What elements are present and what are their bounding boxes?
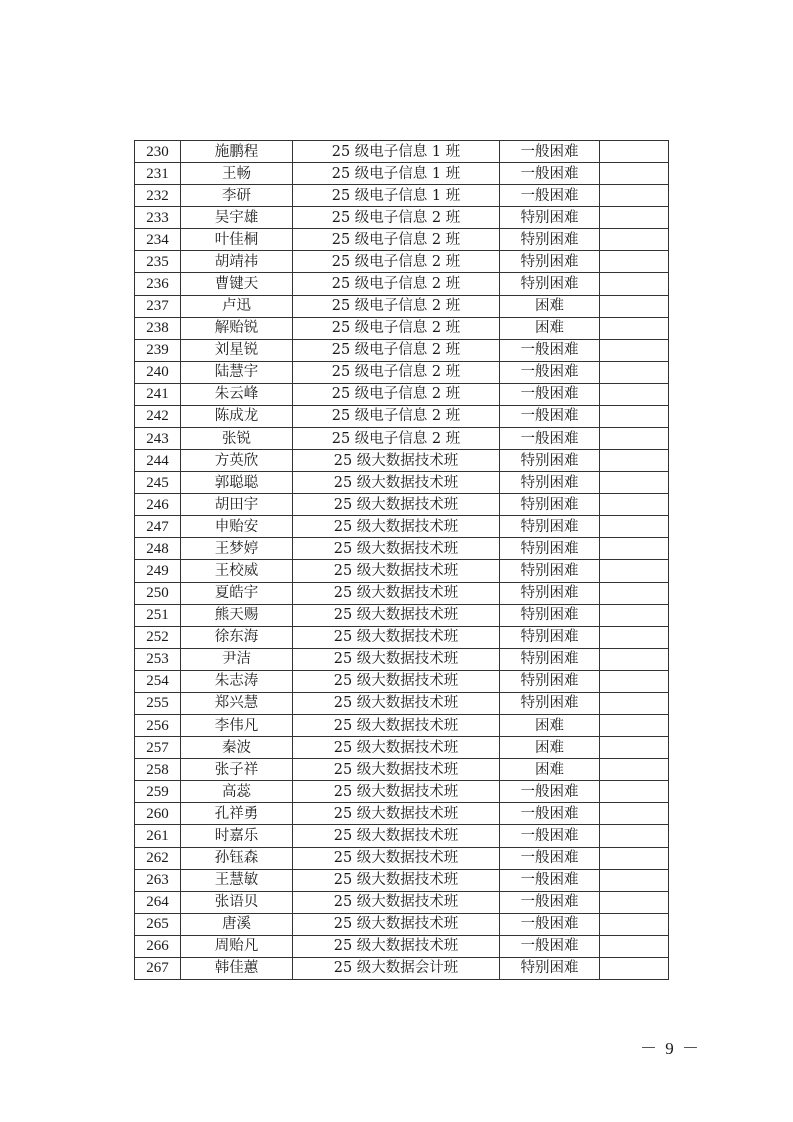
name-cell: 叶佳桐 bbox=[181, 229, 293, 251]
remark-cell bbox=[600, 604, 669, 626]
difficulty-level-cell: 一般困难 bbox=[500, 141, 600, 163]
class-cell: 25 级电子信息 2 班 bbox=[293, 428, 500, 450]
row-number-cell: 254 bbox=[135, 670, 181, 692]
table-row bbox=[135, 405, 669, 427]
class-cell: 25 级大数据技术班 bbox=[293, 692, 500, 714]
row-number-cell: 253 bbox=[135, 648, 181, 670]
class-cell: 25 级大数据技术班 bbox=[293, 715, 500, 737]
class-cell: 25 级大数据技术班 bbox=[293, 781, 500, 803]
class-cell: 25 级大数据技术班 bbox=[293, 891, 500, 913]
row-number-cell: 250 bbox=[135, 582, 181, 604]
difficulty-level-cell: 特别困难 bbox=[500, 626, 600, 648]
remark-cell bbox=[600, 648, 669, 670]
name-cell: 施鹏程 bbox=[181, 141, 293, 163]
remark-cell bbox=[600, 185, 669, 207]
class-cell: 25 级电子信息 1 班 bbox=[293, 141, 500, 163]
difficulty-level-cell: 特别困难 bbox=[500, 472, 600, 494]
remark-cell bbox=[600, 957, 669, 979]
remark-cell bbox=[600, 913, 669, 935]
row-number-cell: 246 bbox=[135, 494, 181, 516]
remark-cell bbox=[600, 538, 669, 560]
class-cell: 25 级电子信息 2 班 bbox=[293, 251, 500, 273]
table-row bbox=[135, 163, 669, 185]
name-cell: 王校威 bbox=[181, 560, 293, 582]
remark-cell bbox=[600, 141, 669, 163]
table-row bbox=[135, 759, 669, 781]
page-number: － 9 － bbox=[640, 1039, 701, 1058]
class-cell: 25 级大数据技术班 bbox=[293, 759, 500, 781]
name-cell: 李研 bbox=[181, 185, 293, 207]
table-row bbox=[135, 428, 669, 450]
row-number-cell: 243 bbox=[135, 428, 181, 450]
table-row bbox=[135, 582, 669, 604]
name-cell: 王畅 bbox=[181, 163, 293, 185]
difficulty-level-cell: 一般困难 bbox=[500, 405, 600, 427]
name-cell: 王梦婷 bbox=[181, 538, 293, 560]
table-row bbox=[135, 560, 669, 582]
remark-cell bbox=[600, 472, 669, 494]
class-cell: 25 级大数据技术班 bbox=[293, 582, 500, 604]
remark-cell bbox=[600, 207, 669, 229]
row-number-cell: 235 bbox=[135, 251, 181, 273]
row-number-cell: 239 bbox=[135, 339, 181, 361]
difficulty-level-cell: 一般困难 bbox=[500, 803, 600, 825]
remark-cell bbox=[600, 273, 669, 295]
table-row bbox=[135, 229, 669, 251]
table-row bbox=[135, 295, 669, 317]
name-cell: 吴宇雄 bbox=[181, 207, 293, 229]
remark-cell bbox=[600, 737, 669, 759]
difficulty-level-cell: 特别困难 bbox=[500, 604, 600, 626]
difficulty-level-cell: 特别困难 bbox=[500, 516, 600, 538]
table-row bbox=[135, 339, 669, 361]
name-cell: 熊天赐 bbox=[181, 604, 293, 626]
remark-cell bbox=[600, 670, 669, 692]
class-cell: 25 级大数据技术班 bbox=[293, 847, 500, 869]
difficulty-level-cell: 一般困难 bbox=[500, 185, 600, 207]
name-cell: 申贻安 bbox=[181, 516, 293, 538]
table-row bbox=[135, 361, 669, 383]
remark-cell bbox=[600, 781, 669, 803]
table-row bbox=[135, 472, 669, 494]
row-number-cell: 249 bbox=[135, 560, 181, 582]
table-row bbox=[135, 737, 669, 759]
row-number-cell: 231 bbox=[135, 163, 181, 185]
difficulty-level-cell: 一般困难 bbox=[500, 913, 600, 935]
name-cell: 徐东海 bbox=[181, 626, 293, 648]
remark-cell bbox=[600, 803, 669, 825]
class-cell: 25 级大数据技术班 bbox=[293, 825, 500, 847]
difficulty-level-cell: 一般困难 bbox=[500, 428, 600, 450]
row-number-cell: 238 bbox=[135, 317, 181, 339]
name-cell: 张子祥 bbox=[181, 759, 293, 781]
student-table-body bbox=[135, 141, 669, 980]
name-cell: 胡田宇 bbox=[181, 494, 293, 516]
name-cell: 李伟凡 bbox=[181, 715, 293, 737]
remark-cell bbox=[600, 251, 669, 273]
row-number-cell: 265 bbox=[135, 913, 181, 935]
name-cell: 方英欣 bbox=[181, 450, 293, 472]
row-number-cell: 256 bbox=[135, 715, 181, 737]
class-cell: 25 级大数据技术班 bbox=[293, 670, 500, 692]
name-cell: 尹洁 bbox=[181, 648, 293, 670]
difficulty-level-cell: 特别困难 bbox=[500, 560, 600, 582]
remark-cell bbox=[600, 516, 669, 538]
name-cell: 唐溪 bbox=[181, 913, 293, 935]
row-number-cell: 267 bbox=[135, 957, 181, 979]
class-cell: 25 级电子信息 2 班 bbox=[293, 229, 500, 251]
table-row bbox=[135, 670, 669, 692]
remark-cell bbox=[600, 847, 669, 869]
row-number-cell: 244 bbox=[135, 450, 181, 472]
row-number-cell: 233 bbox=[135, 207, 181, 229]
class-cell: 25 级电子信息 2 班 bbox=[293, 383, 500, 405]
row-number-cell: 262 bbox=[135, 847, 181, 869]
table-row bbox=[135, 494, 669, 516]
name-cell: 解贻锐 bbox=[181, 317, 293, 339]
row-number-cell: 248 bbox=[135, 538, 181, 560]
difficulty-level-cell: 一般困难 bbox=[500, 163, 600, 185]
remark-cell bbox=[600, 715, 669, 737]
difficulty-level-cell: 困难 bbox=[500, 295, 600, 317]
remark-cell bbox=[600, 935, 669, 957]
row-number-cell: 252 bbox=[135, 626, 181, 648]
table-row bbox=[135, 538, 669, 560]
table-row bbox=[135, 450, 669, 472]
table-row bbox=[135, 803, 669, 825]
class-cell: 25 级电子信息 2 班 bbox=[293, 207, 500, 229]
name-cell: 朱云峰 bbox=[181, 383, 293, 405]
table-row bbox=[135, 207, 669, 229]
difficulty-level-cell: 困难 bbox=[500, 737, 600, 759]
name-cell: 刘星锐 bbox=[181, 339, 293, 361]
table-row bbox=[135, 692, 669, 714]
name-cell: 周贻凡 bbox=[181, 935, 293, 957]
difficulty-level-cell: 一般困难 bbox=[500, 339, 600, 361]
difficulty-level-cell: 困难 bbox=[500, 715, 600, 737]
difficulty-level-cell: 特别困难 bbox=[500, 273, 600, 295]
remark-cell bbox=[600, 626, 669, 648]
difficulty-level-cell: 特别困难 bbox=[500, 648, 600, 670]
table-row bbox=[135, 891, 669, 913]
class-cell: 25 级电子信息 2 班 bbox=[293, 273, 500, 295]
remark-cell bbox=[600, 295, 669, 317]
remark-cell bbox=[600, 229, 669, 251]
row-number-cell: 241 bbox=[135, 383, 181, 405]
row-number-cell: 236 bbox=[135, 273, 181, 295]
name-cell: 王慧敏 bbox=[181, 869, 293, 891]
row-number-cell: 261 bbox=[135, 825, 181, 847]
table-row bbox=[135, 935, 669, 957]
table-row bbox=[135, 185, 669, 207]
name-cell: 陈成龙 bbox=[181, 405, 293, 427]
difficulty-level-cell: 特别困难 bbox=[500, 494, 600, 516]
remark-cell bbox=[600, 383, 669, 405]
difficulty-level-cell: 特别困难 bbox=[500, 670, 600, 692]
row-number-cell: 242 bbox=[135, 405, 181, 427]
difficulty-level-cell: 一般困难 bbox=[500, 383, 600, 405]
difficulty-level-cell: 困难 bbox=[500, 317, 600, 339]
row-number-cell: 247 bbox=[135, 516, 181, 538]
row-number-cell: 251 bbox=[135, 604, 181, 626]
difficulty-level-cell: 一般困难 bbox=[500, 869, 600, 891]
class-cell: 25 级大数据会计班 bbox=[293, 957, 500, 979]
remark-cell bbox=[600, 405, 669, 427]
class-cell: 25 级电子信息 2 班 bbox=[293, 361, 500, 383]
difficulty-level-cell: 特别困难 bbox=[500, 207, 600, 229]
name-cell: 陆慧宇 bbox=[181, 361, 293, 383]
class-cell: 25 级大数据技术班 bbox=[293, 560, 500, 582]
difficulty-level-cell: 特别困难 bbox=[500, 251, 600, 273]
row-number-cell: 259 bbox=[135, 781, 181, 803]
class-cell: 25 级大数据技术班 bbox=[293, 803, 500, 825]
name-cell: 郑兴慧 bbox=[181, 692, 293, 714]
remark-cell bbox=[600, 450, 669, 472]
class-cell: 25 级大数据技术班 bbox=[293, 935, 500, 957]
difficulty-level-cell: 一般困难 bbox=[500, 935, 600, 957]
difficulty-level-cell: 特别困难 bbox=[500, 582, 600, 604]
difficulty-level-cell: 一般困难 bbox=[500, 825, 600, 847]
class-cell: 25 级大数据技术班 bbox=[293, 604, 500, 626]
remark-cell bbox=[600, 317, 669, 339]
class-cell: 25 级大数据技术班 bbox=[293, 538, 500, 560]
difficulty-level-cell: 一般困难 bbox=[500, 361, 600, 383]
remark-cell bbox=[600, 494, 669, 516]
table-row bbox=[135, 847, 669, 869]
name-cell: 秦波 bbox=[181, 737, 293, 759]
name-cell: 张锐 bbox=[181, 428, 293, 450]
difficulty-level-cell: 特别困难 bbox=[500, 692, 600, 714]
name-cell: 胡靖祎 bbox=[181, 251, 293, 273]
class-cell: 25 级大数据技术班 bbox=[293, 494, 500, 516]
row-number-cell: 240 bbox=[135, 361, 181, 383]
name-cell: 高蕊 bbox=[181, 781, 293, 803]
row-number-cell: 263 bbox=[135, 869, 181, 891]
table-row bbox=[135, 251, 669, 273]
student-table bbox=[134, 140, 669, 980]
row-number-cell: 264 bbox=[135, 891, 181, 913]
table-row bbox=[135, 825, 669, 847]
class-cell: 25 级电子信息 1 班 bbox=[293, 163, 500, 185]
table-row bbox=[135, 648, 669, 670]
name-cell: 孙钰森 bbox=[181, 847, 293, 869]
class-cell: 25 级电子信息 2 班 bbox=[293, 405, 500, 427]
row-number-cell: 255 bbox=[135, 692, 181, 714]
row-number-cell: 257 bbox=[135, 737, 181, 759]
class-cell: 25 级电子信息 2 班 bbox=[293, 317, 500, 339]
row-number-cell: 258 bbox=[135, 759, 181, 781]
class-cell: 25 级大数据技术班 bbox=[293, 626, 500, 648]
row-number-cell: 230 bbox=[135, 141, 181, 163]
remark-cell bbox=[600, 891, 669, 913]
class-cell: 25 级电子信息 2 班 bbox=[293, 339, 500, 361]
table-row bbox=[135, 317, 669, 339]
remark-cell bbox=[600, 582, 669, 604]
class-cell: 25 级电子信息 1 班 bbox=[293, 185, 500, 207]
table-row bbox=[135, 715, 669, 737]
name-cell: 曹键天 bbox=[181, 273, 293, 295]
table-row bbox=[135, 957, 669, 979]
table-row bbox=[135, 869, 669, 891]
name-cell: 张语贝 bbox=[181, 891, 293, 913]
difficulty-level-cell: 特别困难 bbox=[500, 957, 600, 979]
class-cell: 25 级大数据技术班 bbox=[293, 913, 500, 935]
row-number-cell: 232 bbox=[135, 185, 181, 207]
row-number-cell: 260 bbox=[135, 803, 181, 825]
class-cell: 25 级大数据技术班 bbox=[293, 472, 500, 494]
remark-cell bbox=[600, 759, 669, 781]
class-cell: 25 级大数据技术班 bbox=[293, 648, 500, 670]
name-cell: 郭聪聪 bbox=[181, 472, 293, 494]
difficulty-level-cell: 困难 bbox=[500, 759, 600, 781]
remark-cell bbox=[600, 560, 669, 582]
name-cell: 时嘉乐 bbox=[181, 825, 293, 847]
name-cell: 朱志涛 bbox=[181, 670, 293, 692]
table-row bbox=[135, 604, 669, 626]
name-cell: 孔祥勇 bbox=[181, 803, 293, 825]
difficulty-level-cell: 一般困难 bbox=[500, 891, 600, 913]
class-cell: 25 级大数据技术班 bbox=[293, 869, 500, 891]
difficulty-level-cell: 一般困难 bbox=[500, 847, 600, 869]
row-number-cell: 266 bbox=[135, 935, 181, 957]
difficulty-level-cell: 特别困难 bbox=[500, 538, 600, 560]
row-number-cell: 234 bbox=[135, 229, 181, 251]
remark-cell bbox=[600, 869, 669, 891]
table-row bbox=[135, 516, 669, 538]
difficulty-level-cell: 特别困难 bbox=[500, 229, 600, 251]
difficulty-level-cell: 一般困难 bbox=[500, 781, 600, 803]
remark-cell bbox=[600, 361, 669, 383]
remark-cell bbox=[600, 163, 669, 185]
class-cell: 25 级大数据技术班 bbox=[293, 450, 500, 472]
remark-cell bbox=[600, 428, 669, 450]
difficulty-level-cell: 特别困难 bbox=[500, 450, 600, 472]
table-row bbox=[135, 141, 669, 163]
remark-cell bbox=[600, 692, 669, 714]
row-number-cell: 245 bbox=[135, 472, 181, 494]
name-cell: 夏皓宇 bbox=[181, 582, 293, 604]
remark-cell bbox=[600, 339, 669, 361]
class-cell: 25 级大数据技术班 bbox=[293, 737, 500, 759]
table-row bbox=[135, 383, 669, 405]
table-row bbox=[135, 273, 669, 295]
row-number-cell: 237 bbox=[135, 295, 181, 317]
name-cell: 卢迅 bbox=[181, 295, 293, 317]
remark-cell bbox=[600, 825, 669, 847]
table-row bbox=[135, 913, 669, 935]
name-cell: 韩佳蕙 bbox=[181, 957, 293, 979]
table-row bbox=[135, 781, 669, 803]
class-cell: 25 级电子信息 2 班 bbox=[293, 295, 500, 317]
class-cell: 25 级大数据技术班 bbox=[293, 516, 500, 538]
table-row bbox=[135, 626, 669, 648]
